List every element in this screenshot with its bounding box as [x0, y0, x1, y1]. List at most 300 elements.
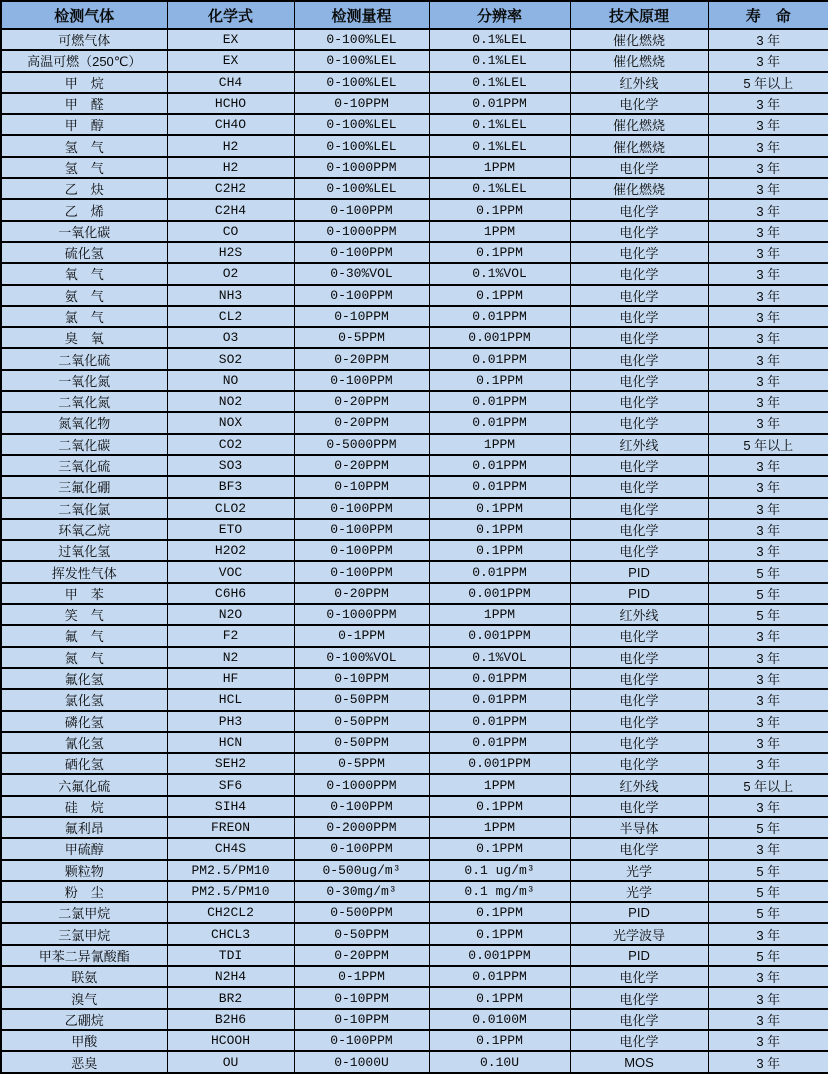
header-range: 检测量程: [294, 1, 429, 29]
cell-gas: 六氟化硫: [1, 774, 167, 795]
cell-principle: 电化学: [570, 157, 708, 178]
cell-lifespan: 3 年: [708, 838, 828, 859]
cell-range: 0-5000PPM: [294, 434, 429, 455]
cell-principle: PID: [570, 945, 708, 966]
cell-gas: 氧 气: [1, 263, 167, 284]
cell-gas: 粉 尘: [1, 881, 167, 902]
cell-gas: 氟 气: [1, 625, 167, 646]
cell-range: 0-100PPM: [294, 498, 429, 519]
cell-resolution: 1PPM: [429, 221, 570, 242]
cell-gas: 臭 氧: [1, 327, 167, 348]
cell-lifespan: 3 年: [708, 796, 828, 817]
cell-formula: H2: [167, 135, 294, 156]
table-header: [1, 1, 828, 29]
cell-lifespan: 3 年: [708, 50, 828, 71]
cell-resolution: 0.01PPM: [429, 561, 570, 582]
cell-gas: 联氨: [1, 966, 167, 987]
cell-principle: 电化学: [570, 455, 708, 476]
cell-principle: 电化学: [570, 647, 708, 668]
cell-gas: 硫化氢: [1, 242, 167, 263]
cell-principle: 光学: [570, 881, 708, 902]
cell-principle: 电化学: [570, 711, 708, 732]
cell-formula: TDI: [167, 945, 294, 966]
cell-lifespan: 3 年: [708, 1030, 828, 1051]
cell-resolution: 0.001PPM: [429, 327, 570, 348]
cell-range: 0-20PPM: [294, 391, 429, 412]
cell-lifespan: 3 年: [708, 93, 828, 114]
table-row: [1, 519, 828, 540]
cell-lifespan: 5 年以上: [708, 774, 828, 795]
table-row: [1, 391, 828, 412]
cell-principle: 电化学: [570, 391, 708, 412]
cell-lifespan: 3 年: [708, 178, 828, 199]
cell-formula: H2: [167, 157, 294, 178]
cell-formula: SIH4: [167, 796, 294, 817]
cell-lifespan: 5 年: [708, 561, 828, 582]
table-row: [1, 93, 828, 114]
table-row: [1, 945, 828, 966]
cell-resolution: 0.01PPM: [429, 348, 570, 369]
cell-formula: NO2: [167, 391, 294, 412]
cell-lifespan: 3 年: [708, 923, 828, 944]
cell-resolution: 1PPM: [429, 434, 570, 455]
cell-gas: 三氟化硼: [1, 476, 167, 497]
header-gas: 检测气体: [1, 1, 167, 29]
cell-formula: NH3: [167, 285, 294, 306]
table-row: [1, 72, 828, 93]
cell-principle: 电化学: [570, 689, 708, 710]
cell-resolution: 1PPM: [429, 157, 570, 178]
cell-formula: FREON: [167, 817, 294, 838]
cell-gas: 硒化氢: [1, 753, 167, 774]
table-row: [1, 221, 828, 242]
cell-gas: 甲苯二异氰酸酯: [1, 945, 167, 966]
cell-principle: 电化学: [570, 327, 708, 348]
cell-range: 0-1000PPM: [294, 157, 429, 178]
cell-gas: 甲 醛: [1, 93, 167, 114]
cell-gas: 乙硼烷: [1, 1009, 167, 1030]
cell-principle: 光学: [570, 860, 708, 881]
cell-range: 0-100%LEL: [294, 72, 429, 93]
cell-formula: B2H6: [167, 1009, 294, 1030]
cell-lifespan: 3 年: [708, 1051, 828, 1073]
table-row: [1, 370, 828, 391]
cell-lifespan: 5 年: [708, 881, 828, 902]
cell-gas: 乙 烯: [1, 199, 167, 220]
cell-principle: 催化燃烧: [570, 29, 708, 50]
cell-resolution: 0.01PPM: [429, 455, 570, 476]
cell-formula: OU: [167, 1051, 294, 1073]
cell-formula: PM2.5/PM10: [167, 881, 294, 902]
cell-resolution: 0.01PPM: [429, 732, 570, 753]
cell-principle: 电化学: [570, 1030, 708, 1051]
cell-range: 0-20PPM: [294, 412, 429, 433]
cell-resolution: 1PPM: [429, 774, 570, 795]
cell-principle: PID: [570, 902, 708, 923]
cell-formula: O3: [167, 327, 294, 348]
cell-lifespan: 3 年: [708, 199, 828, 220]
cell-formula: PM2.5/PM10: [167, 860, 294, 881]
cell-gas: 三氧化硫: [1, 455, 167, 476]
cell-lifespan: 5 年以上: [708, 72, 828, 93]
cell-principle: 电化学: [570, 519, 708, 540]
cell-formula: N2O: [167, 604, 294, 625]
cell-resolution: 0.01PPM: [429, 966, 570, 987]
cell-principle: 红外线: [570, 434, 708, 455]
table-row: [1, 604, 828, 625]
cell-formula: HCOOH: [167, 1030, 294, 1051]
cell-range: 0-20PPM: [294, 583, 429, 604]
cell-gas: 甲 苯: [1, 583, 167, 604]
cell-resolution: 0.001PPM: [429, 583, 570, 604]
cell-range: 0-1000PPM: [294, 774, 429, 795]
cell-lifespan: 3 年: [708, 157, 828, 178]
cell-resolution: 0.01PPM: [429, 711, 570, 732]
cell-gas: 氰化氢: [1, 732, 167, 753]
table-row: [1, 732, 828, 753]
cell-lifespan: 3 年: [708, 370, 828, 391]
cell-formula: PH3: [167, 711, 294, 732]
table-row: [1, 689, 828, 710]
cell-resolution: 0.1%LEL: [429, 114, 570, 135]
cell-lifespan: 3 年: [708, 689, 828, 710]
cell-principle: 电化学: [570, 625, 708, 646]
cell-formula: EX: [167, 29, 294, 50]
cell-resolution: 0.01PPM: [429, 391, 570, 412]
cell-formula: CH2CL2: [167, 902, 294, 923]
cell-lifespan: 3 年: [708, 455, 828, 476]
cell-lifespan: 3 年: [708, 29, 828, 50]
table-row: [1, 987, 828, 1008]
cell-range: 0-10PPM: [294, 306, 429, 327]
cell-principle: 红外线: [570, 774, 708, 795]
cell-resolution: 0.1%LEL: [429, 29, 570, 50]
cell-resolution: 0.01PPM: [429, 412, 570, 433]
cell-resolution: 0.1 ug/m³: [429, 860, 570, 881]
cell-lifespan: 3 年: [708, 732, 828, 753]
cell-resolution: 0.1PPM: [429, 498, 570, 519]
cell-formula: H2O2: [167, 540, 294, 561]
cell-resolution: 0.01PPM: [429, 668, 570, 689]
table-row: [1, 135, 828, 156]
cell-lifespan: 5 年: [708, 860, 828, 881]
cell-gas: 一氧化碳: [1, 221, 167, 242]
cell-formula: SO2: [167, 348, 294, 369]
table-row: [1, 498, 828, 519]
cell-gas: 颗粒物: [1, 860, 167, 881]
cell-principle: 半导体: [570, 817, 708, 838]
cell-lifespan: 3 年: [708, 242, 828, 263]
cell-range: 0-50PPM: [294, 689, 429, 710]
cell-range: 0-100PPM: [294, 519, 429, 540]
cell-lifespan: 5 年: [708, 945, 828, 966]
cell-principle: 催化燃烧: [570, 114, 708, 135]
cell-range: 0-100PPM: [294, 285, 429, 306]
table-row: [1, 774, 828, 795]
cell-lifespan: 5 年: [708, 902, 828, 923]
cell-principle: 电化学: [570, 93, 708, 114]
cell-gas: 甲 烷: [1, 72, 167, 93]
table-row: [1, 711, 828, 732]
cell-gas: 乙 炔: [1, 178, 167, 199]
cell-gas: 三氯甲烷: [1, 923, 167, 944]
cell-resolution: 0.01PPM: [429, 689, 570, 710]
cell-gas: 甲硫醇: [1, 838, 167, 859]
cell-range: 0-100PPM: [294, 561, 429, 582]
cell-range: 0-10PPM: [294, 476, 429, 497]
cell-lifespan: 3 年: [708, 327, 828, 348]
cell-principle: PID: [570, 561, 708, 582]
cell-lifespan: 3 年: [708, 263, 828, 284]
cell-resolution: 0.1PPM: [429, 540, 570, 561]
cell-lifespan: 5 年以上: [708, 434, 828, 455]
table-row: [1, 306, 828, 327]
cell-resolution: 0.001PPM: [429, 945, 570, 966]
cell-lifespan: 3 年: [708, 987, 828, 1008]
cell-lifespan: 3 年: [708, 476, 828, 497]
cell-gas: 可燃气体: [1, 29, 167, 50]
cell-principle: 电化学: [570, 199, 708, 220]
cell-formula: SEH2: [167, 753, 294, 774]
table-row: [1, 412, 828, 433]
cell-gas: 硅 烷: [1, 796, 167, 817]
cell-range: 0-50PPM: [294, 711, 429, 732]
cell-principle: 电化学: [570, 732, 708, 753]
cell-lifespan: 5 年: [708, 583, 828, 604]
cell-range: 0-20PPM: [294, 945, 429, 966]
cell-lifespan: 3 年: [708, 285, 828, 306]
cell-principle: 电化学: [570, 263, 708, 284]
cell-formula: NO: [167, 370, 294, 391]
cell-range: 0-500PPM: [294, 902, 429, 923]
cell-resolution: 1PPM: [429, 604, 570, 625]
cell-lifespan: 3 年: [708, 114, 828, 135]
cell-gas: 二氧化氯: [1, 498, 167, 519]
cell-formula: NOX: [167, 412, 294, 433]
cell-gas: 高温可燃（250℃）: [1, 50, 167, 71]
table-row: [1, 263, 828, 284]
table-row: [1, 178, 828, 199]
cell-gas: 氮 气: [1, 647, 167, 668]
header-row: [1, 1, 828, 29]
cell-range: 0-5PPM: [294, 753, 429, 774]
cell-resolution: 0.1PPM: [429, 902, 570, 923]
cell-range: 0-30%VOL: [294, 263, 429, 284]
cell-principle: 红外线: [570, 72, 708, 93]
cell-gas: 氟化氢: [1, 668, 167, 689]
cell-range: 0-2000PPM: [294, 817, 429, 838]
cell-gas: 氯 气: [1, 306, 167, 327]
cell-gas: 氮氧化物: [1, 412, 167, 433]
cell-resolution: 0.1%LEL: [429, 135, 570, 156]
cell-lifespan: 3 年: [708, 498, 828, 519]
table-row: [1, 923, 828, 944]
table-row: [1, 1030, 828, 1051]
cell-resolution: 0.01PPM: [429, 93, 570, 114]
table-row: [1, 902, 828, 923]
cell-gas: 二氧化硫: [1, 348, 167, 369]
cell-principle: 电化学: [570, 285, 708, 306]
cell-gas: 氟利昂: [1, 817, 167, 838]
table-row: [1, 434, 828, 455]
cell-resolution: 0.1PPM: [429, 796, 570, 817]
cell-formula: CO2: [167, 434, 294, 455]
cell-principle: 电化学: [570, 540, 708, 561]
cell-lifespan: 3 年: [708, 625, 828, 646]
cell-gas: 氢 气: [1, 135, 167, 156]
cell-principle: 电化学: [570, 498, 708, 519]
cell-principle: 电化学: [570, 1009, 708, 1030]
cell-lifespan: 3 年: [708, 966, 828, 987]
cell-lifespan: 3 年: [708, 135, 828, 156]
cell-formula: CH4: [167, 72, 294, 93]
cell-resolution: 0.1%LEL: [429, 178, 570, 199]
cell-range: 0-100%LEL: [294, 29, 429, 50]
cell-lifespan: 3 年: [708, 647, 828, 668]
cell-range: 0-10PPM: [294, 1009, 429, 1030]
cell-principle: 电化学: [570, 348, 708, 369]
cell-formula: HCL: [167, 689, 294, 710]
cell-principle: 电化学: [570, 221, 708, 242]
table-row: [1, 583, 828, 604]
table-row: [1, 838, 828, 859]
cell-principle: 电化学: [570, 753, 708, 774]
cell-range: 0-30mg/m³: [294, 881, 429, 902]
table-row: [1, 157, 828, 178]
cell-range: 0-10PPM: [294, 93, 429, 114]
cell-formula: EX: [167, 50, 294, 71]
header-formula: 化学式: [167, 1, 294, 29]
table-row: [1, 561, 828, 582]
cell-principle: MOS: [570, 1051, 708, 1073]
cell-lifespan: 3 年: [708, 753, 828, 774]
table-body: [1, 29, 828, 1073]
cell-principle: 催化燃烧: [570, 135, 708, 156]
table-row: [1, 348, 828, 369]
table-row: [1, 966, 828, 987]
cell-principle: 电化学: [570, 242, 708, 263]
cell-formula: C2H4: [167, 199, 294, 220]
cell-principle: 催化燃烧: [570, 178, 708, 199]
cell-gas: 过氧化氢: [1, 540, 167, 561]
table-row: [1, 668, 828, 689]
table-row: [1, 285, 828, 306]
cell-formula: C2H2: [167, 178, 294, 199]
cell-formula: H2S: [167, 242, 294, 263]
cell-lifespan: 3 年: [708, 412, 828, 433]
cell-formula: CL2: [167, 306, 294, 327]
table-row: [1, 647, 828, 668]
cell-resolution: 0.1PPM: [429, 370, 570, 391]
cell-range: 0-1000PPM: [294, 604, 429, 625]
cell-resolution: 0.0100M: [429, 1009, 570, 1030]
table-row: [1, 625, 828, 646]
cell-range: 0-1000PPM: [294, 221, 429, 242]
table-row: [1, 50, 828, 71]
cell-lifespan: 3 年: [708, 519, 828, 540]
cell-formula: ETO: [167, 519, 294, 540]
cell-gas: 磷化氢: [1, 711, 167, 732]
cell-formula: N2: [167, 647, 294, 668]
cell-gas: 恶臭: [1, 1051, 167, 1073]
cell-resolution: 0.1PPM: [429, 242, 570, 263]
cell-lifespan: 3 年: [708, 668, 828, 689]
cell-principle: 红外线: [570, 604, 708, 625]
table-row: [1, 540, 828, 561]
cell-resolution: 0.1 mg/m³: [429, 881, 570, 902]
cell-range: 0-100%LEL: [294, 135, 429, 156]
cell-principle: 催化燃烧: [570, 50, 708, 71]
table-row: [1, 476, 828, 497]
cell-resolution: 0.1%VOL: [429, 647, 570, 668]
cell-lifespan: 3 年: [708, 348, 828, 369]
cell-resolution: 0.1PPM: [429, 1030, 570, 1051]
cell-formula: C6H6: [167, 583, 294, 604]
cell-lifespan: 3 年: [708, 540, 828, 561]
table-row: [1, 242, 828, 263]
cell-gas: 挥发性气体: [1, 561, 167, 582]
cell-gas: 氨 气: [1, 285, 167, 306]
cell-formula: SO3: [167, 455, 294, 476]
cell-range: 0-100PPM: [294, 838, 429, 859]
table-row: [1, 1051, 828, 1073]
table-row: [1, 327, 828, 348]
table-row: [1, 29, 828, 50]
cell-resolution: 0.1PPM: [429, 199, 570, 220]
cell-range: 0-10PPM: [294, 987, 429, 1008]
cell-range: 0-100%VOL: [294, 647, 429, 668]
cell-gas: 甲 醇: [1, 114, 167, 135]
cell-lifespan: 3 年: [708, 221, 828, 242]
cell-principle: 电化学: [570, 306, 708, 327]
cell-gas: 甲酸: [1, 1030, 167, 1051]
cell-range: 0-100%LEL: [294, 114, 429, 135]
cell-formula: HCN: [167, 732, 294, 753]
cell-formula: CH4O: [167, 114, 294, 135]
cell-gas: 氢 气: [1, 157, 167, 178]
cell-resolution: 0.1PPM: [429, 987, 570, 1008]
cell-formula: CLO2: [167, 498, 294, 519]
cell-principle: 电化学: [570, 796, 708, 817]
header-principle: 技术原理: [570, 1, 708, 29]
cell-formula: F2: [167, 625, 294, 646]
cell-formula: O2: [167, 263, 294, 284]
cell-lifespan: 3 年: [708, 711, 828, 732]
cell-resolution: 0.1PPM: [429, 923, 570, 944]
header-lifespan: 寿 命: [708, 1, 828, 29]
cell-range: 0-100%LEL: [294, 178, 429, 199]
cell-range: 0-50PPM: [294, 923, 429, 944]
cell-lifespan: 3 年: [708, 306, 828, 327]
cell-resolution: 0.1%VOL: [429, 263, 570, 284]
cell-lifespan: 5 年: [708, 604, 828, 625]
cell-range: 0-100PPM: [294, 540, 429, 561]
cell-principle: 光学波导: [570, 923, 708, 944]
cell-gas: 环氧乙烷: [1, 519, 167, 540]
cell-range: 0-1PPM: [294, 625, 429, 646]
cell-range: 0-1000U: [294, 1051, 429, 1073]
cell-formula: HF: [167, 668, 294, 689]
cell-formula: BR2: [167, 987, 294, 1008]
cell-range: 0-20PPM: [294, 455, 429, 476]
cell-lifespan: 5 年: [708, 817, 828, 838]
cell-formula: BF3: [167, 476, 294, 497]
table-row: [1, 199, 828, 220]
cell-formula: CO: [167, 221, 294, 242]
cell-resolution: 0.01PPM: [429, 306, 570, 327]
table-row: [1, 796, 828, 817]
cell-range: 0-20PPM: [294, 348, 429, 369]
